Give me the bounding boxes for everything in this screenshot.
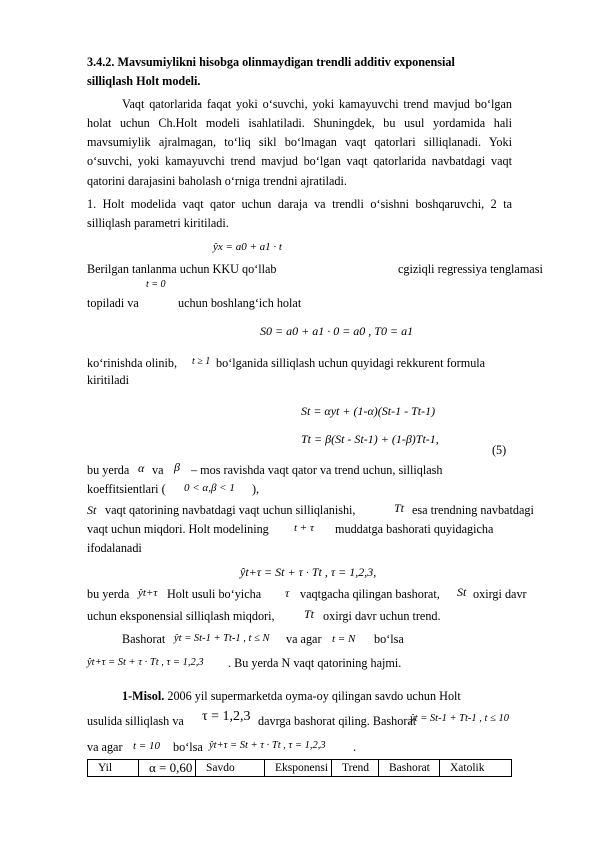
text-line: usulida silliqlash va	[87, 714, 184, 728]
alpha-symbol: α	[138, 461, 145, 475]
text-line: ko‘rinishda olinib,	[87, 356, 178, 370]
text-line: bo‘lganida silliqlash uchun quyidagi rekkurent formula	[216, 356, 486, 370]
section-heading-line-1: 3.4.2. Mavsumiylikni hisobga olinmaydigan trendli additiv exponensial	[87, 55, 455, 69]
tau-symbol: τ	[285, 586, 290, 600]
table-header-cell: Xatolik	[440, 760, 512, 777]
text-line: cgiziqli regressiya tenglamasi	[398, 262, 543, 276]
text-line: oxirgi davr uchun trend.	[323, 609, 441, 623]
text-line: va	[152, 463, 164, 477]
text-line: uchun eksponensial silliqlash miqdori,	[87, 609, 275, 623]
forecast-inline-formula: ŷt+τ = St + τ · Tt , τ = 1,2,3	[87, 657, 204, 668]
table-header-cell: α = 0,60	[139, 760, 196, 777]
beta-symbol: β	[174, 460, 180, 474]
text-line: bu yerda	[87, 587, 130, 601]
text-line: topiladi va	[87, 296, 139, 310]
table-header-cell: Trend	[332, 760, 379, 777]
text-line: ifodalanadi	[87, 541, 142, 555]
table-header-cell: Eksponensi	[265, 760, 332, 777]
range-formula: 0 < α,β < 1	[184, 482, 235, 494]
text-line: bu yerda	[87, 463, 130, 477]
text-line: bo‘lsa	[173, 740, 203, 754]
text-line: va agar	[286, 632, 322, 646]
level-smoothing-formula: St = αyt + (1-α)(St-1 - Tt-1)	[301, 404, 436, 418]
text-line: kiritiladi	[87, 373, 129, 387]
forecast-inline-formula: ŷt = St-1 + Tt-1 , t ≤ 10	[410, 713, 509, 724]
text-line: Berilgan tanlanma uchun KKU qo‘llab	[87, 262, 277, 276]
t-equals-10: t = 10	[133, 740, 160, 752]
table-header-cell: Yil	[88, 760, 139, 777]
St-symbol: St	[87, 503, 97, 517]
text-line: ),	[252, 482, 260, 496]
forecast-inline-formula: ŷt = St-1 + Tt-1 , t ≤ N	[174, 633, 270, 644]
paragraph-line: qatorini darajasini baholash o‘rniga trendni ajratiladi.	[87, 174, 347, 188]
text-line: vaqtgacha qilingan bashorat,	[300, 587, 440, 601]
text-line: .	[353, 740, 357, 754]
text-line: Bashorat	[122, 632, 166, 646]
regression-formula: ŷx = a0 + a1 · t	[213, 241, 282, 253]
text-line: uchun boshlang‘ich holat	[178, 296, 302, 310]
text-line: vaqt uchun miqdori. Holt modelining	[87, 522, 269, 536]
t-tau-formula: t + τ	[294, 522, 314, 534]
example-text: 2006 yil supermarketda oyma-oy qilingan savdo uchun Holt	[164, 689, 461, 703]
initial-state-formula: S0 = a0 + a1 · 0 = a0 , T0 = a1	[260, 324, 414, 338]
text-line: muddatga bashorati quyidagicha	[335, 522, 494, 536]
text-line: vaqt qatorining navbatdagi vaqt uchun silliqlanishi,	[105, 503, 356, 517]
text-line: esa trendning navbatdagi	[412, 503, 534, 517]
example-line	[122, 689, 461, 704]
example-title: 1-Misol.	[122, 689, 165, 703]
paragraph-line: o‘suvchi, yoki kamayuvchi trend mavjud bo‘lgan vaqt qatorlarida navbatdagi vaqt	[87, 154, 512, 168]
Tt-symbol: Tt	[394, 501, 405, 515]
Tt-symbol: Tt	[304, 607, 315, 621]
text-line: – mos ravishda vaqt qator va trend uchun, silliqlash	[191, 463, 443, 477]
data-table	[87, 759, 512, 777]
paragraph-line: Vaqt qatorlarida faqat yoki o‘suvchi, yoki kamayuvchi trend mavjud bo‘lgan	[122, 97, 512, 111]
table-header-row	[88, 760, 512, 777]
equation-number: (5)	[492, 443, 507, 457]
yhat-symbol: ŷt+τ	[138, 587, 158, 599]
forecast-inline-formula: ŷt+τ = St + τ · Tt , τ = 1,2,3	[209, 740, 326, 751]
section-heading-line-2: silliqlash Holt modeli.	[87, 74, 201, 88]
text-line: va agar	[87, 740, 123, 754]
text-line: koeffitsientlari (	[87, 482, 166, 496]
paragraph-line: mavsumiylik ajralmagan, to‘liq sikl bo‘lmagan vaqt qatorlari silliqlanadi. Yoki	[87, 135, 512, 149]
St-symbol: St	[457, 585, 467, 599]
t-equals-N: t = N	[332, 633, 356, 645]
forecast-formula: ŷt+τ = St + τ · Tt , τ = 1,2,3,	[240, 565, 377, 579]
paragraph-line: holat uchun Ch.Holt modeli isahlatiladi. Shuningdek, bu usul yordamida hali	[87, 116, 512, 130]
text-line: davrga bashorat qiling. Bashorat	[258, 714, 417, 728]
tau-values: τ = 1,2,3	[202, 709, 251, 724]
text-line: . Bu yerda N vaqt qatorining hajmi.	[228, 656, 402, 670]
t-zero-formula: t = 0	[146, 279, 166, 290]
table-header-cell: Bashorat	[379, 760, 440, 777]
text-line: oxirgi davr	[473, 587, 527, 601]
list-item-line: silliqlash parametri kiritiladi.	[87, 216, 229, 230]
table-header-cell: Savdo	[196, 760, 265, 777]
t-condition: t ≥ 1	[192, 356, 211, 367]
text-line: Holt usuli bo‘yicha	[167, 587, 262, 601]
trend-smoothing-formula: Tt = β(St - St-1) + (1-β)Tt-1,	[301, 432, 439, 446]
text-line: bo‘lsa	[374, 632, 404, 646]
list-item-line: 1. Holt modelida vaqt qator uchun daraja va trendli o‘sishni boshqaruvchi, 2 ta	[87, 197, 512, 211]
